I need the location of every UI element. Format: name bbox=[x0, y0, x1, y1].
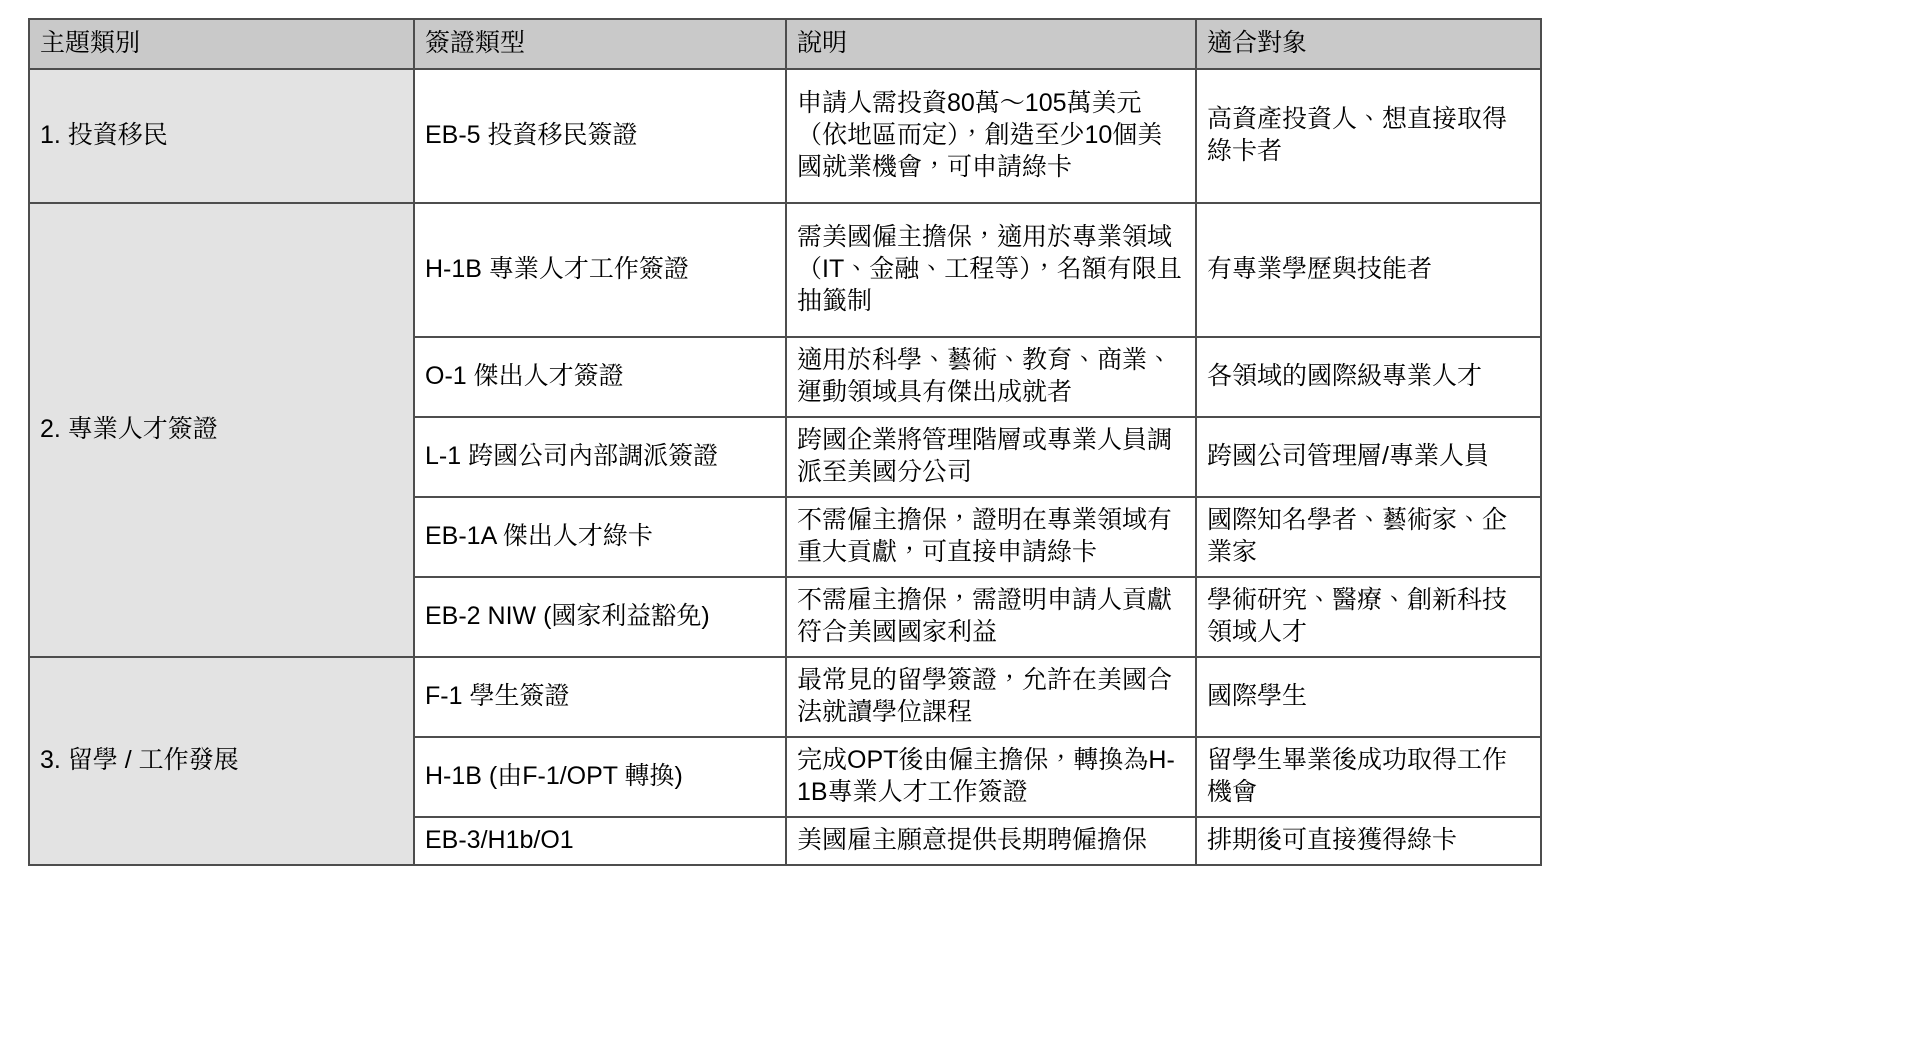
visa-type-cell: EB-2 NIW (國家利益豁免) bbox=[414, 577, 786, 657]
visa-type-cell: F-1 學生簽證 bbox=[414, 657, 786, 737]
target-cell: 排期後可直接獲得綠卡 bbox=[1196, 817, 1541, 865]
description-cell: 適用於科學、藝術、教育、商業、運動領域具有傑出成就者 bbox=[786, 337, 1196, 417]
visa-type-cell: EB-3/H1b/O1 bbox=[414, 817, 786, 865]
target-cell: 國際學生 bbox=[1196, 657, 1541, 737]
target-cell: 留學生畢業後成功取得工作機會 bbox=[1196, 737, 1541, 817]
visa-type-cell: H-1B 專業人才工作簽證 bbox=[414, 203, 786, 337]
column-header-description: 說明 bbox=[786, 19, 1196, 69]
table-row bbox=[29, 69, 1541, 203]
visa-type-cell: EB-1A 傑出人才綠卡 bbox=[414, 497, 786, 577]
description-cell: 不需僱主擔保，證明在專業領域有重大貢獻，可直接申請綠卡 bbox=[786, 497, 1196, 577]
column-header-target: 適合對象 bbox=[1196, 19, 1541, 69]
category-cell-investment: 1. 投資移民 bbox=[29, 69, 414, 203]
description-cell: 跨國企業將管理階層或專業人員調派至美國分公司 bbox=[786, 417, 1196, 497]
table-header-row bbox=[29, 19, 1541, 69]
target-cell: 跨國公司管理層/專業人員 bbox=[1196, 417, 1541, 497]
table-row bbox=[29, 203, 1541, 337]
description-cell: 不需雇主擔保，需證明申請人貢獻符合美國國家利益 bbox=[786, 577, 1196, 657]
table-header bbox=[29, 19, 1541, 69]
description-cell: 申請人需投資80萬～105萬美元（依地區而定），創造至少10個美國就業機會，可申請綠卡 bbox=[786, 69, 1196, 203]
visa-type-cell: EB-5 投資移民簽證 bbox=[414, 69, 786, 203]
table-body bbox=[29, 69, 1541, 865]
target-cell: 高資產投資人、想直接取得綠卡者 bbox=[1196, 69, 1541, 203]
table-row bbox=[29, 657, 1541, 737]
visa-comparison-table bbox=[28, 18, 1542, 866]
visa-type-cell: L-1 跨國公司內部調派簽證 bbox=[414, 417, 786, 497]
category-cell-study: 3. 留學 / 工作發展 bbox=[29, 657, 414, 865]
description-cell: 需美國僱主擔保，適用於專業領域（IT、金融、工程等），名額有限且抽籤制 bbox=[786, 203, 1196, 337]
target-cell: 有專業學歷與技能者 bbox=[1196, 203, 1541, 337]
target-cell: 國際知名學者、藝術家、企業家 bbox=[1196, 497, 1541, 577]
target-cell: 各領域的國際級專業人才 bbox=[1196, 337, 1541, 417]
visa-type-cell: H-1B (由F-1/OPT 轉換) bbox=[414, 737, 786, 817]
column-header-category: 主題類別 bbox=[29, 19, 414, 69]
column-header-visa-type: 簽證類型 bbox=[414, 19, 786, 69]
description-cell: 最常見的留學簽證，允許在美國合法就讀學位課程 bbox=[786, 657, 1196, 737]
visa-type-cell: O-1 傑出人才簽證 bbox=[414, 337, 786, 417]
description-cell: 完成OPT後由僱主擔保，轉換為H-1B專業人才工作簽證 bbox=[786, 737, 1196, 817]
target-cell: 學術研究、醫療、創新科技領域人才 bbox=[1196, 577, 1541, 657]
description-cell: 美國雇主願意提供長期聘僱擔保 bbox=[786, 817, 1196, 865]
category-cell-professional: 2. 專業人才簽證 bbox=[29, 203, 414, 657]
